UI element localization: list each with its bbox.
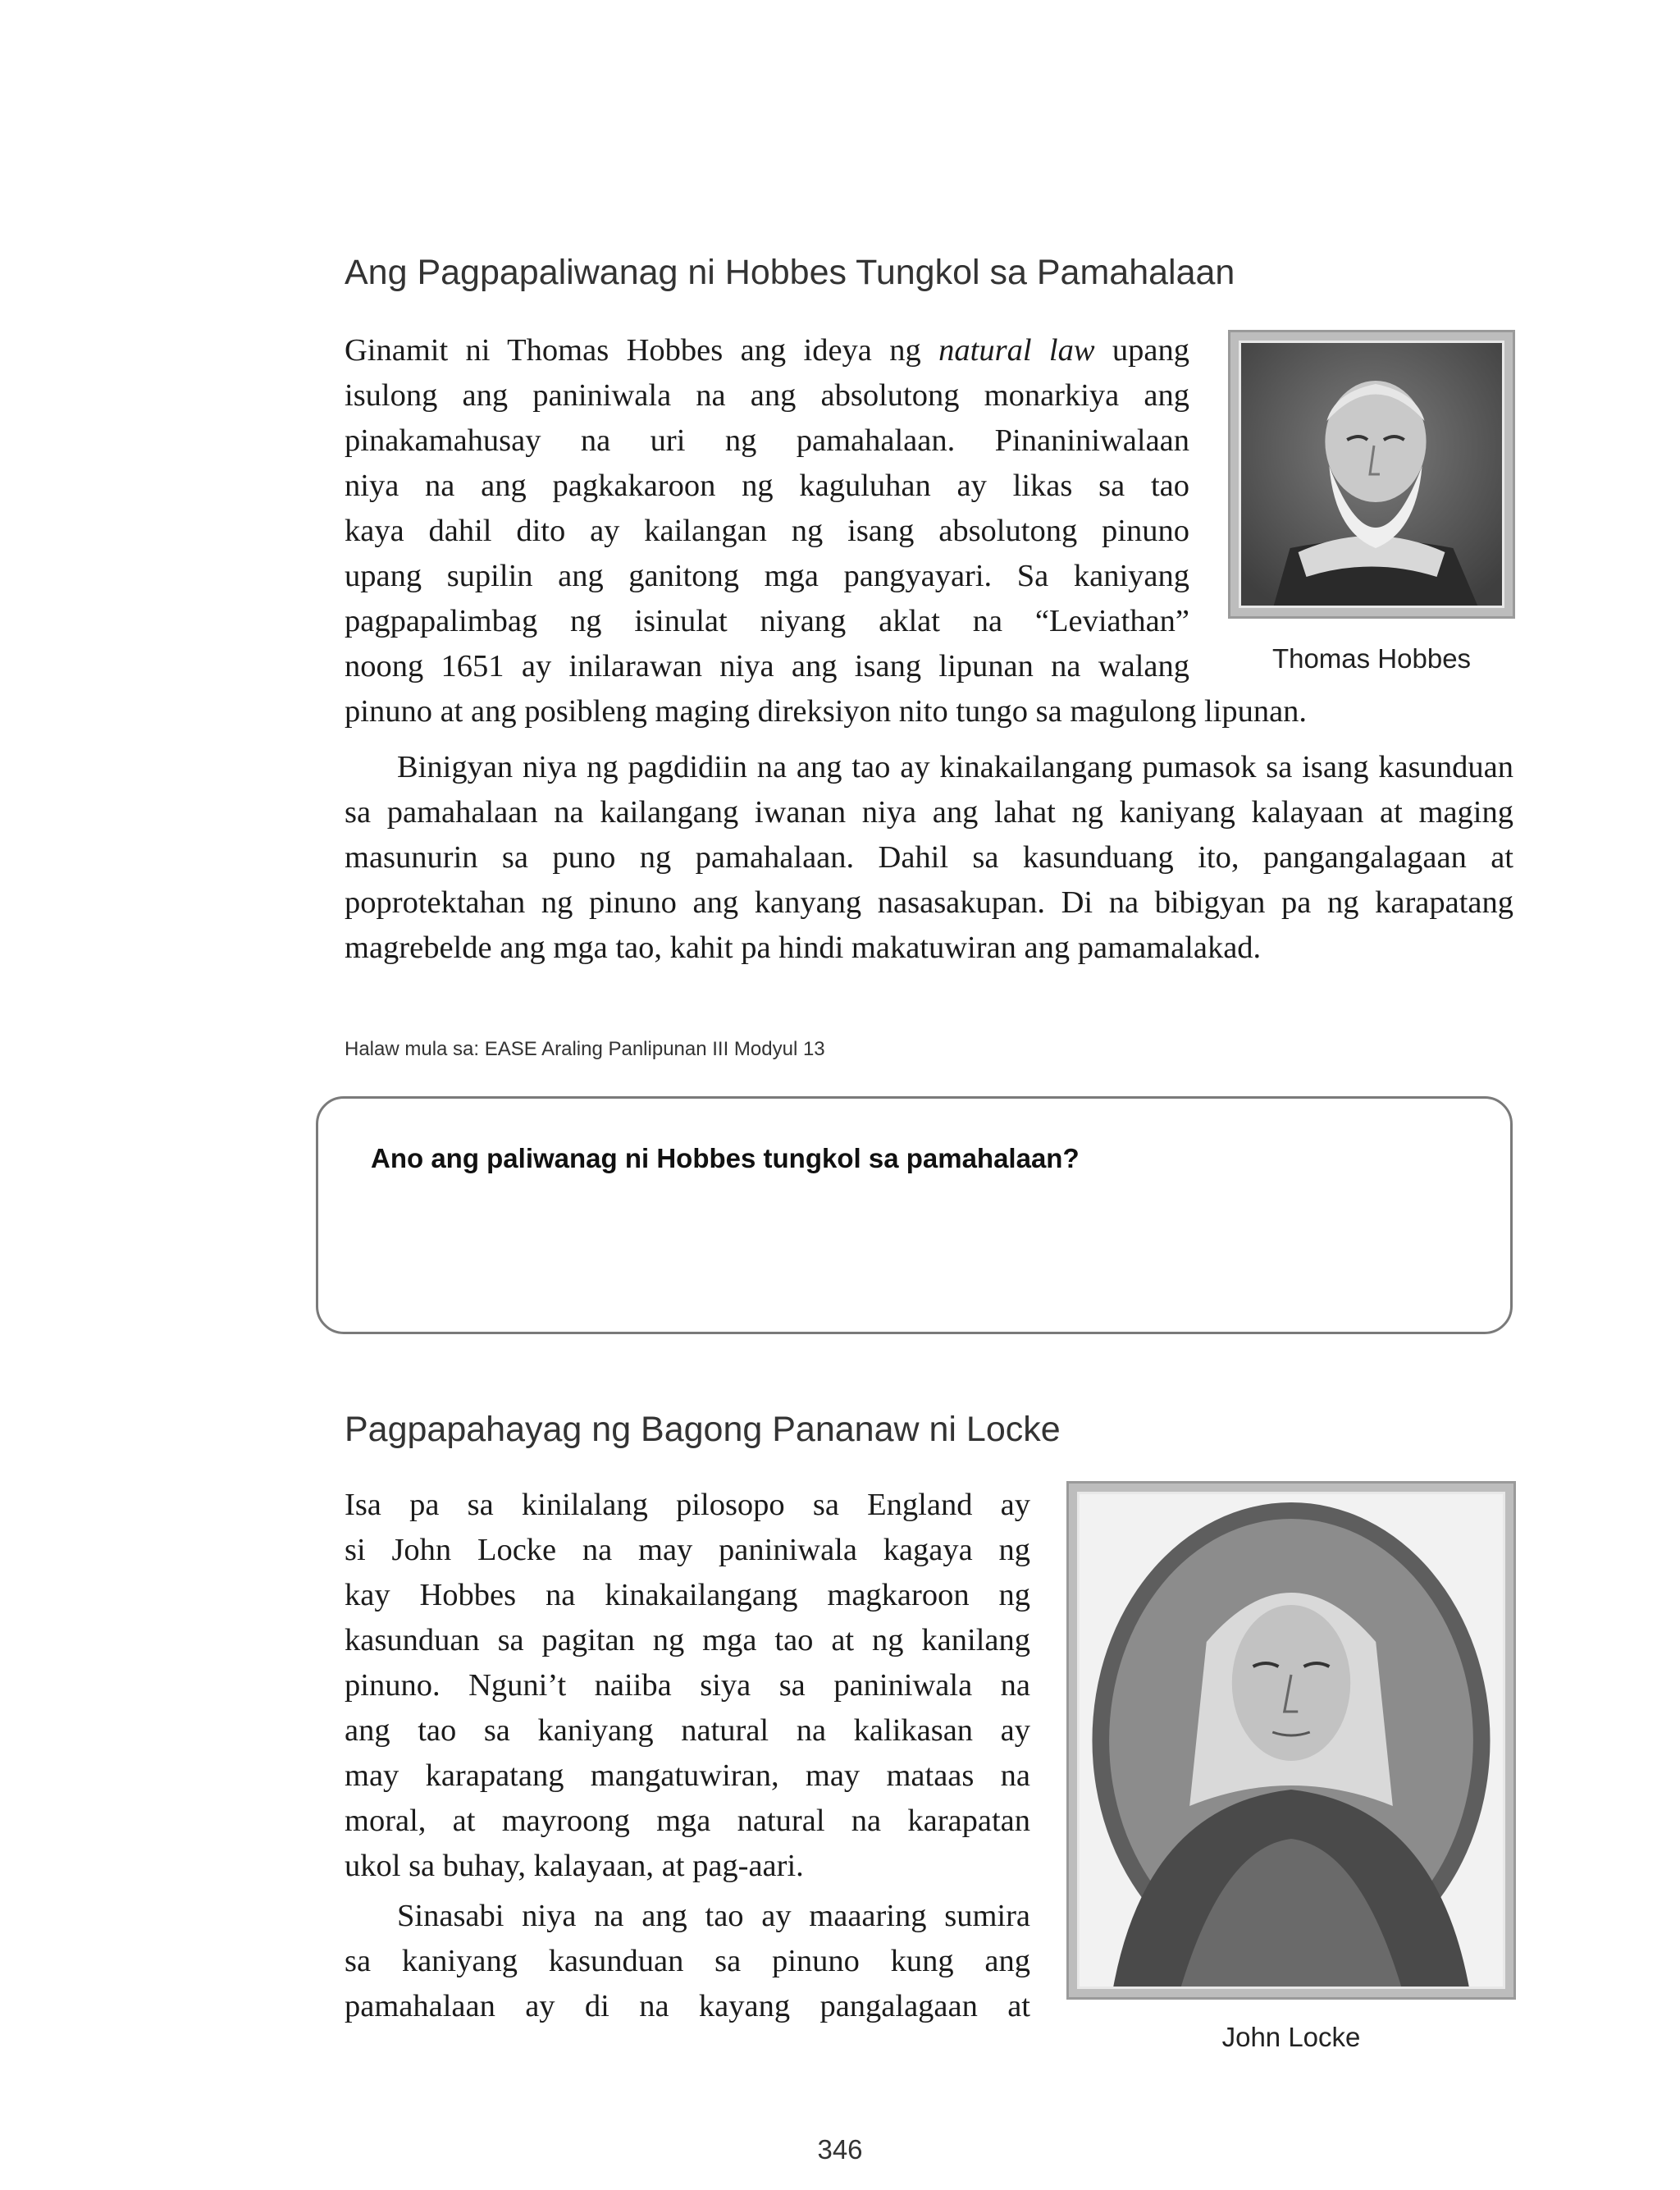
- hobbes-caption: Thomas Hobbes: [1271, 643, 1472, 674]
- text-line: isulong ang paniniwala na ang absolutong monarkiya ang: [345, 378, 1189, 413]
- hobbes-portrait: [1228, 330, 1515, 619]
- portrait-illustration-icon: [1080, 1494, 1503, 1987]
- text-line: moral, at mayroong mga natural na karapatan: [345, 1804, 1030, 1838]
- question-text: Ano ang paliwanag ni Hobbes tungkol sa pamahalaan?: [371, 1143, 1080, 1173]
- text-line: noong 1651 ay inilarawan niya ang isang lipunan na walang: [345, 649, 1189, 684]
- paragraph-text: Binigyan niya ng pagdidiin na ang tao ay kinakailangang pumasok sa isang kasunduan sa pamahalaan na kailangang iwanan niya ang lahat ng kaniyang kalayaan at maging masunurin sa puno ng pamahalaan. Dahil sa kasunduang ito, pangangalagaan at poprotektahan ng pinuno ang kanyang nasasakupan. Di na bibigyan pa ng karapatang magrebelde ang mga tao, kahit pa hindi makatuwiran ang pamamalakad.: [345, 750, 1513, 965]
- section-heading-hobbes: Ang Pagpapaliwanag ni Hobbes Tungkol sa Pamahalaan: [345, 253, 1235, 292]
- hobbes-paragraph-1-wrapped: [345, 328, 1189, 689]
- locke-portrait: [1066, 1481, 1516, 2000]
- text-line: Isa pa sa kinilalang pilosopo sa England ay: [345, 1488, 1030, 1522]
- question-box: [316, 1096, 1513, 1334]
- locke-paragraph-2: [345, 1894, 1030, 2029]
- text-line: kaya dahil dito ay kailangan ng isang absolutong pinuno: [345, 514, 1189, 548]
- text-line: kasunduan sa pagitan ng mga tao at ng kanilang: [345, 1623, 1030, 1657]
- text-line: may karapatang mangatuwiran, may mataas na: [345, 1758, 1030, 1793]
- hobbes-paragraph-2: [345, 735, 1513, 971]
- text-line: Sinasabi niya na ang tao ay maaaring sumira: [397, 1899, 1030, 1933]
- section-heading-locke: Pagpapahayag ng Bagong Pananaw ni Locke: [345, 1410, 1061, 1449]
- text-line: si John Locke na may paniniwala kagaya ng: [345, 1533, 1030, 1567]
- text-line: upang supilin ang ganitong mga pangyayari. Sa kaniyang: [345, 559, 1189, 593]
- text-line: ukol sa buhay, kalayaan, at pag-aari.: [345, 1849, 804, 1883]
- text-line: pagpapalimbag ng isinulat niyang aklat na “Leviathan”: [345, 604, 1189, 638]
- term-natural-law: natural law: [938, 333, 1095, 368]
- locke-paragraph-1: [345, 1483, 1030, 1889]
- hobbes-paragraph-1-tail: [345, 689, 1513, 734]
- text-line: pamahalaan ay di na kayang pangalagaan at: [345, 1989, 1030, 2023]
- locke-portrait-image: [1077, 1492, 1505, 1989]
- hobbes-portrait-image: [1239, 341, 1504, 608]
- text-line: pinuno at ang posibleng maging direksiyon nito tungo sa magulong lipunan.: [345, 694, 1308, 729]
- text-line: kay Hobbes na kinakailangang magkaroon ng: [345, 1578, 1030, 1612]
- text-line: pinuno. Nguni’t naiiba siya sa paniniwala na: [345, 1668, 1030, 1703]
- text-line: ang tao sa kaniyang natural na kalikasan ay: [345, 1713, 1030, 1748]
- source-citation: Halaw mula sa: EASE Araling Panlipunan III Modyul 13: [345, 1038, 825, 1060]
- text-line: niya na ang pagkakaroon ng kaguluhan ay likas sa tao: [345, 469, 1189, 503]
- portrait-illustration-icon: [1241, 343, 1502, 606]
- text-line: sa kaniyang kasunduan sa pinuno kung ang: [345, 1944, 1030, 1978]
- text-line: pinakamahusay na uri ng pamahalaan. Pinaniniwalaan: [345, 423, 1189, 458]
- text-line: Ginamit ni Thomas Hobbes ang ideya ng natural law upang: [345, 333, 1189, 368]
- locke-caption: John Locke: [1221, 2022, 1361, 2052]
- page-number: 346: [817, 2134, 863, 2165]
